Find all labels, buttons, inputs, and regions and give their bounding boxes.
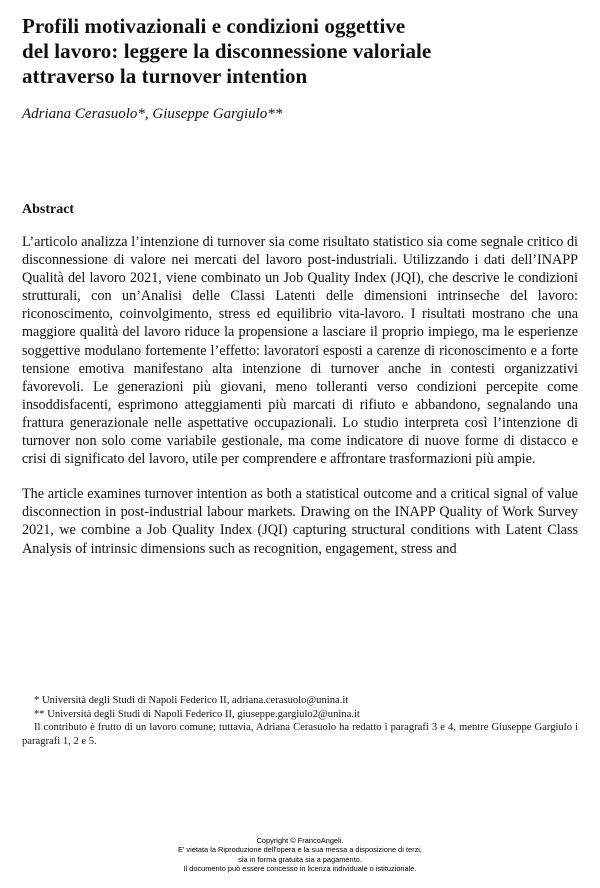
abstract-english-paragraph: The article examines turnover intention as both a statistical outcome and a critical signal of value disconnection in post-industrial labour markets. Drawing on the INAPP Quality of Work Survey 2021, we combine a Job Quality Index (JQI) capturing structural conditions with Latent Class Analysis of intrinsic dimensions such as recognition, engagement, stress and [22,486,578,557]
copyright-line-2: E' vietata la Riproduzione dell'opera e la sua messa a disposizione di terzi, [178,845,422,855]
article-title [22,10,578,89]
copyright-line-3: sia in forma gratuita sia a pagamento. [238,854,362,864]
footnote-contribution-note: Il contributo è frutto di un lavoro comune; tuttavia, Adriana Cerasuolo ha redatto i paragrafi 3 e 4, mentre Giuseppe Gargiulo i paragrafi 1, 2 e 5. [22,722,578,747]
title-line-3: attraverso la turnover intention [22,64,308,88]
footnote-author-1: * Università degli Studi di Napoli Federico II, adriana.cerasuolo@unina.it [34,695,349,706]
footnotes [22,694,578,748]
copyright-line-1: Copyright © FrancoAngeli. [256,836,344,845]
title-line-1: Profili motivazionali e condizioni oggettive [22,14,406,38]
author-list: Adriana Cerasuolo*, Giuseppe Gargiulo** [22,106,283,122]
copyright-notice [22,836,578,873]
title-line-2: del lavoro: leggere la disconnessione valoriale [22,39,432,63]
abstract-italian-paragraph: L’articolo analizza l’intenzione di turnover sia come risultato statistico sia come segnale critico di disconnessione di valore nei mercati del lavoro post-industriali. Utilizzando i dati dell’INAPP Qualità del lavoro 2021, viene combinato un Job Quality Index (JQI), che descrive le condizioni strutturali, con un’Analisi delle Classi Latenti delle dimensioni intrinseche del lavoro: riconoscimento, coinvolgimento, stress ed equilibrio vita-lavoro. I risultati mostrano che una maggiore qualità del lavoro riduce la propensione a lasciare il proprio impiego, ma le esperienze soggettive modulano fortemente l’effetto: lavoratori esposti a carenze di riconoscimento e a forte tensione emotiva manifestano alta intenzione di turnover anche in contesti organizzativi favorevoli. Le generazioni più giovani, meno tolleranti verso condizioni percepite come insoddisfacenti, esprimono atteggiamenti più marcati di rifiuto e abbandono, segnalando una frattura generazionale nelle aspettative occupazionali. Lo studio interpreta così l’intenzione di turnover non solo come variabile gestionale, ma come indicatore di nuove forme di distacco e crisi di significato del lavoro, utile per comprendere e affrontare trasformazioni più ampie. [22,234,578,468]
copyright-line-4: Il documento può essere concesso in licenza individuale o istituzionale. [183,863,417,873]
abstract-heading: Abstract [22,202,75,217]
footnote-author-2: ** Università degli Studi di Napoli Federico II, giuseppe.gargiulo2@unina.it [34,708,360,720]
document-page [22,10,578,878]
